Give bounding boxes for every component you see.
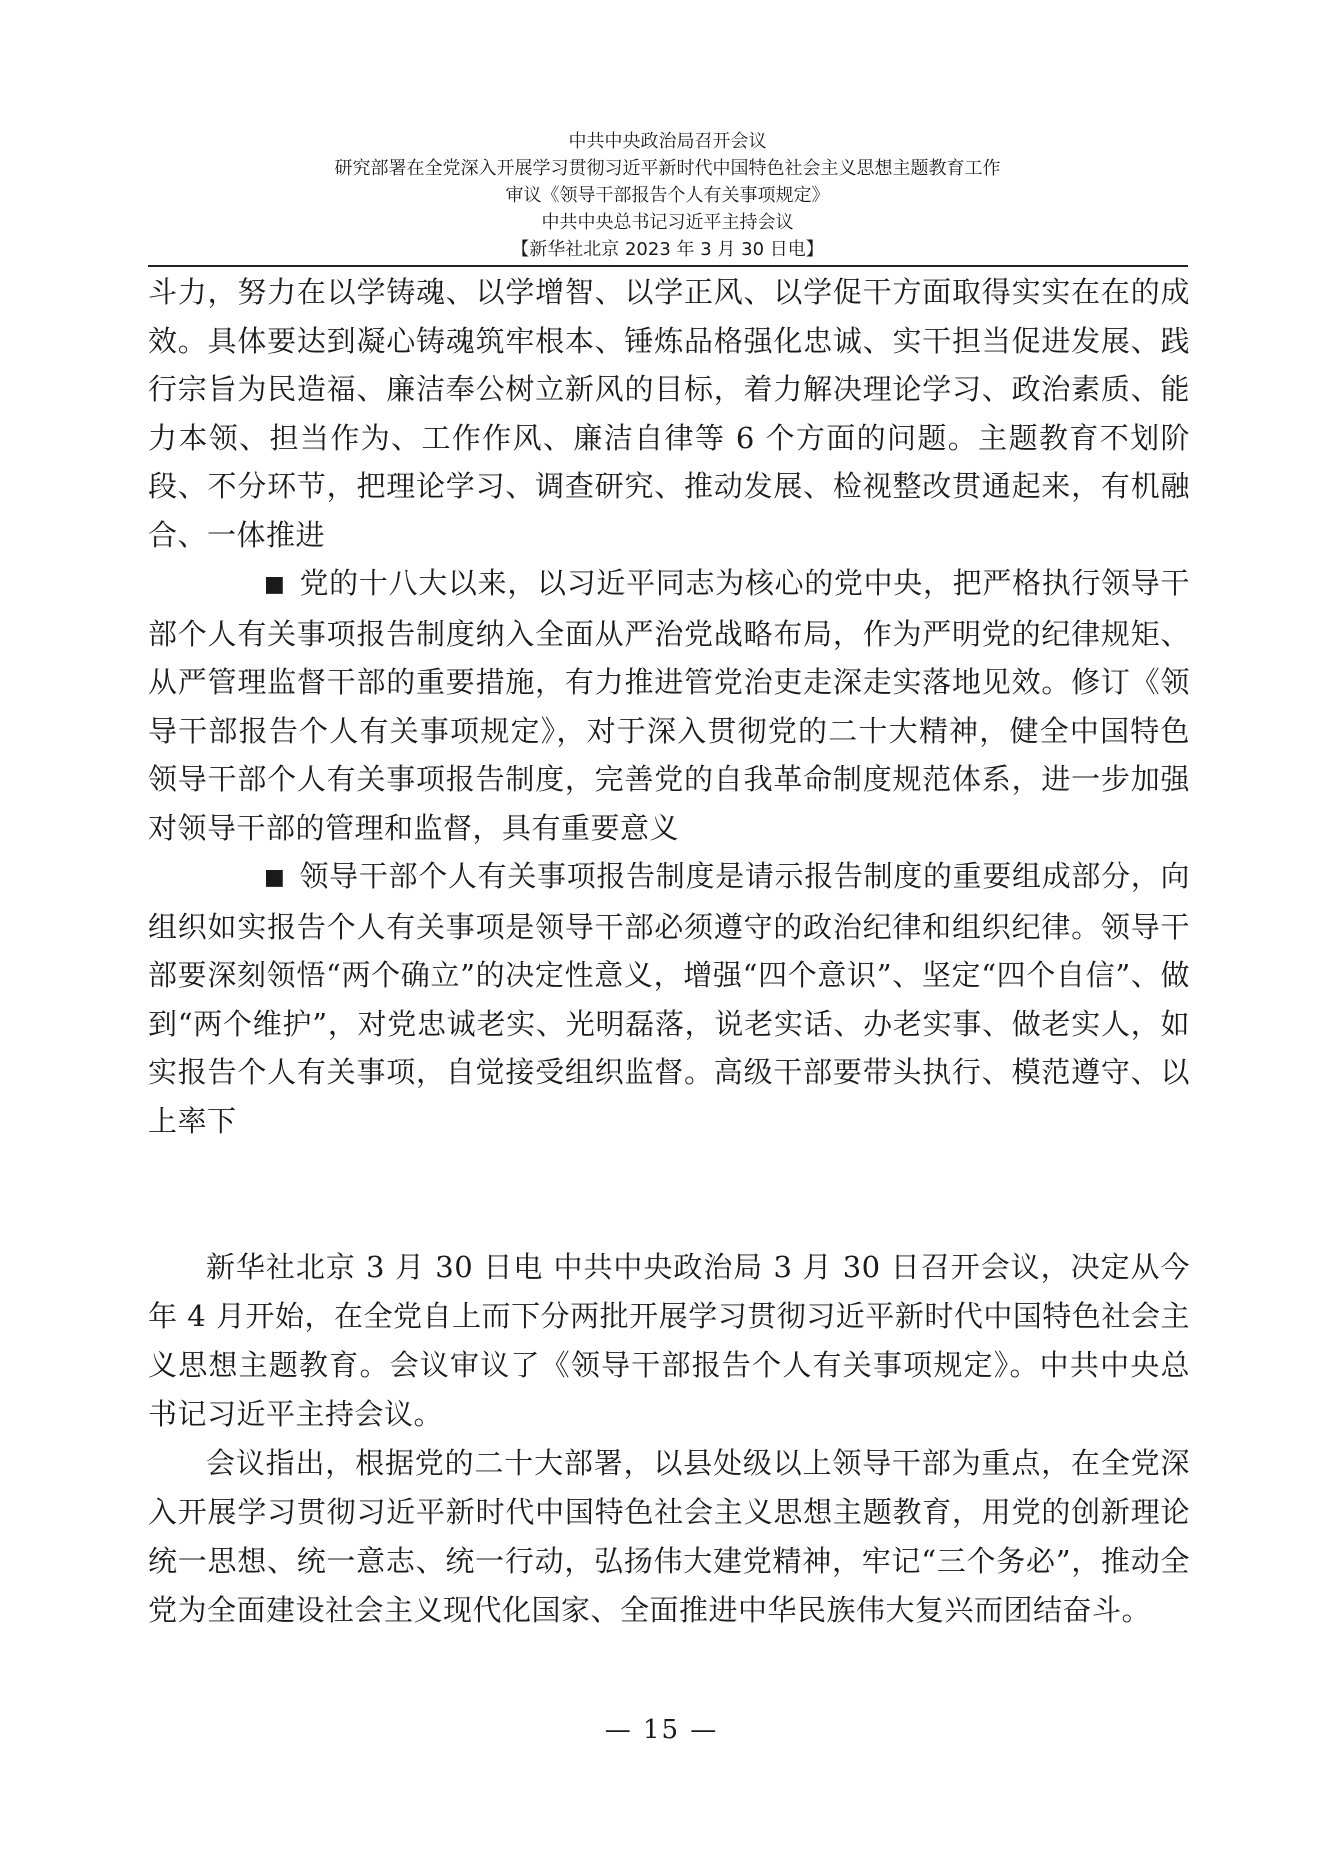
header-chair-line: 中共中央总书记习近平主持会议 — [541, 212, 794, 233]
summary-paragraph-2-text: 党的十八大以来，以习近平同志为核心的党中央，把严格执行领导干部个人有关事项报告制度纳入全面从严治党战略布局，作为严明党的纪律规矩、从严管理监督干部的重要措施，有力推进管党治吏走深走实落地见效。修订《领导干部报告个人有关事项规定》，对于深入贯彻党的二十大精神，健全中国特色领导干部个人有关事项报告制度，完善党的自我革命制度规范体系，进一步加强对领导干部的管理和监督，具有重要意义 — [148, 566, 1190, 845]
summary-bullet-paragraph-2 — [148, 559, 1190, 852]
header-divider — [148, 265, 1188, 267]
article-paragraph-1: 新华社北京 3 月 30 日电 中共中央政治局 3 月 30 日召开会议，决定从今年 4 月开始，在全党自上而下分两批开展学习贯彻习近平新时代中国特色社会主义思想主题教育。会议审议了《领导干部报告个人有关事项规定》。中共中央总书记习近平主持会议。 — [148, 1250, 1190, 1431]
article-section — [148, 1243, 1190, 1635]
page-header — [150, 128, 1185, 263]
summary-paragraph-1: 斗力，努力在以学铸魂、以学增智、以学正风、以学促干方面取得实实在在的成效。具体要达到凝心铸魂筑牢根本、锤炼品格强化忠诚、实干担当促进发展、践行宗旨为民造福、廉洁奉公树立新风的目标，着力解决理论学习、政治素质、能力本领、担当作为、工作作风、廉洁自律等 6 个方面的问题。主题教育不划阶段、不分环节，把理论学习、调查研究、推动发展、检视整改贯通起来，有机融合、一体推进 — [148, 275, 1190, 552]
summary-section — [148, 268, 1190, 1145]
header-dateline: 【新华社北京 2023 年 3 月 30 日电】 — [511, 239, 824, 260]
page-number: — 15 — — [604, 1715, 719, 1745]
summary-bullet-paragraph-3 — [148, 852, 1190, 1145]
header-review-line: 审议《领导干部报告个人有关事项规定》 — [505, 185, 830, 206]
square-bullet-icon: ■ — [264, 865, 286, 890]
header-subtitle: 研究部署在全党深入开展学习贯彻习近平新时代中国特色社会主义思想主题教育工作 — [334, 158, 1001, 179]
summary-paragraph-3-text: 领导干部个人有关事项报告制度是请示报告制度的重要组成部分，向组织如实报告个人有关事项是领导干部必须遵守的政治纪律和组织纪律。领导干部要深刻领悟“两个确立”的决定性意义，增强“四个意识”、坚定“四个自信”、做到“两个维护”，对党忠诚老实、光明磊落，说老实话、办老实事、做老实人，如实报告个人有关事项，自觉接受组织监督。高级干部要带头执行、模范遵守、以上率下 — [148, 859, 1190, 1138]
header-title: 中共中央政治局召开会议 — [568, 131, 767, 152]
article-paragraph-2: 会议指出，根据党的二十大部署，以县处级以上领导干部为重点，在全党深入开展学习贯彻习近平新时代中国特色社会主义思想主题教育，用党的创新理论统一思想、统一意志、统一行动，弘扬伟大建党精神，牢记“三个务必”，推动全党为全面建设社会主义现代化国家、全面推进中华民族伟大复兴而团结奋斗。 — [148, 1446, 1190, 1627]
square-bullet-icon: ■ — [264, 572, 286, 597]
